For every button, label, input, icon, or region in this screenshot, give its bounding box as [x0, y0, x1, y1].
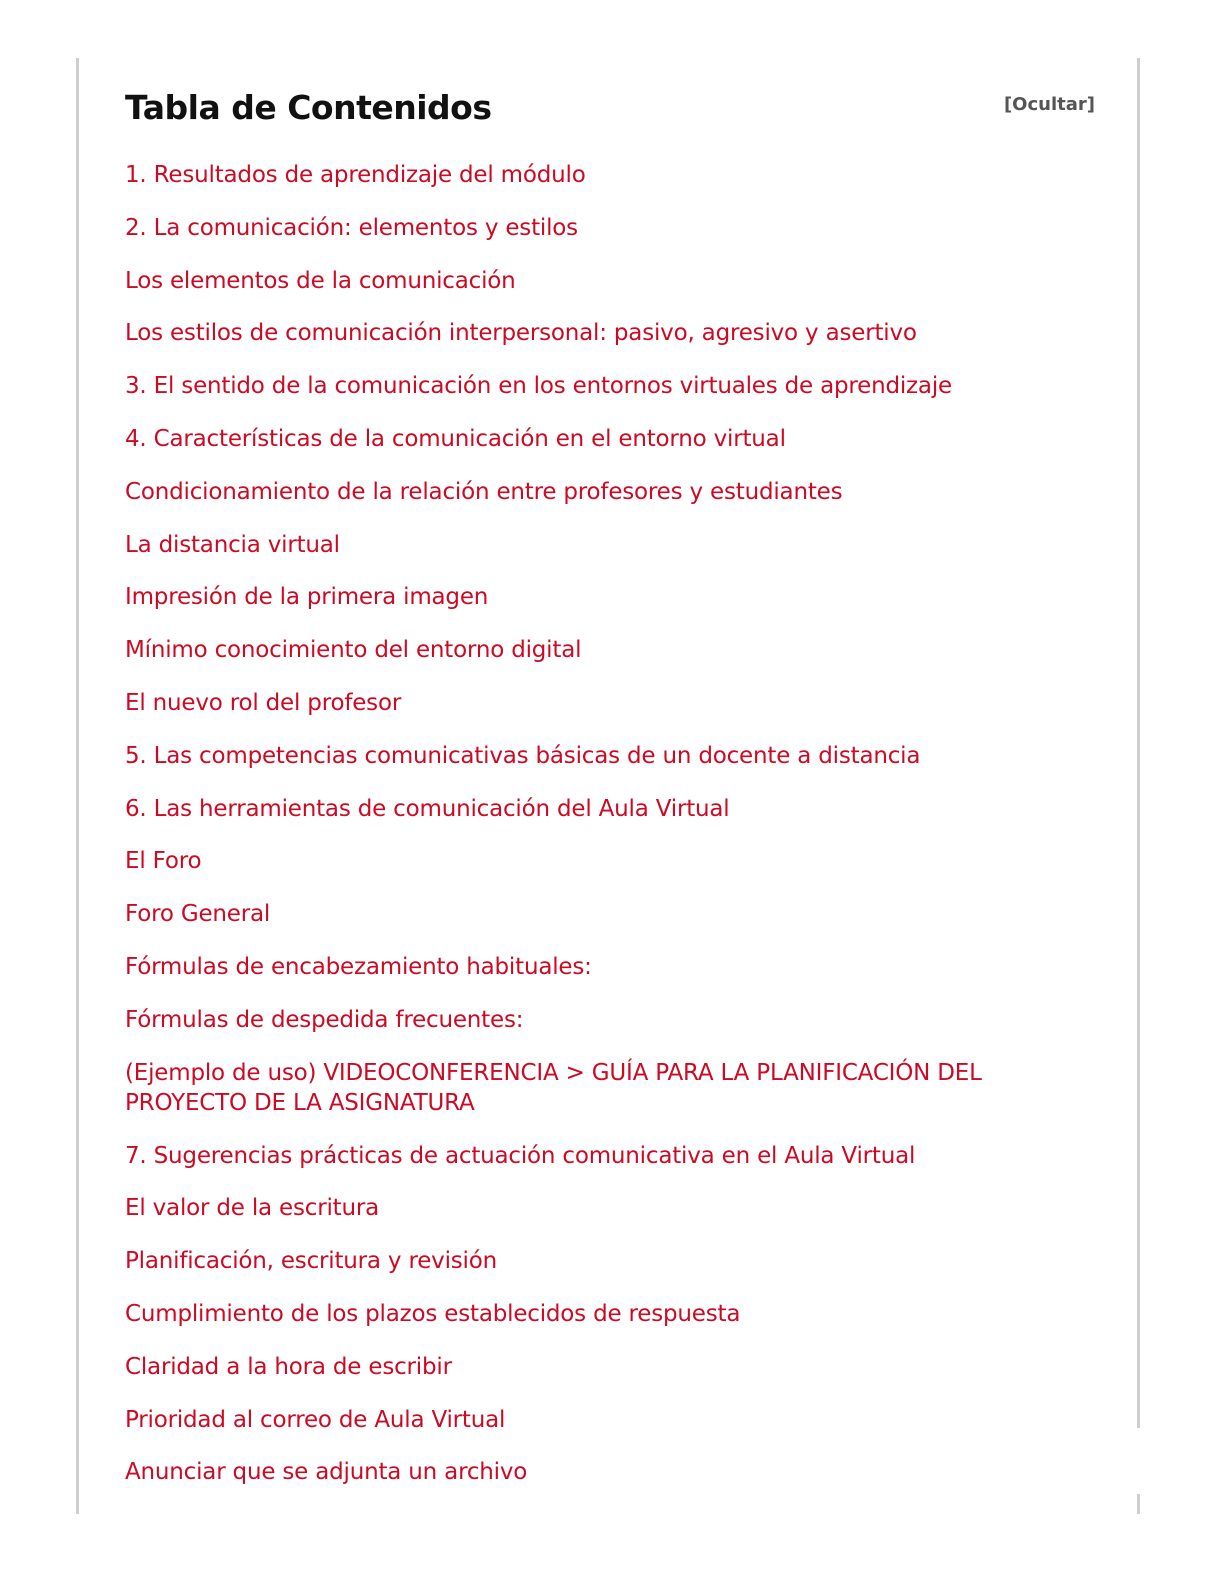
toc-item — [125, 952, 1025, 982]
toc-link-encabezamiento[interactable]: Fórmulas de encabezamiento habituales: — [125, 953, 592, 980]
toc-link-caracteristicas[interactable]: 4. Características de la comunicación en el entorno virtual — [125, 425, 786, 452]
toc-item — [125, 741, 1025, 771]
toc-list — [125, 160, 1025, 1510]
toc-item — [125, 1299, 1025, 1329]
toc-link-valor-escritura[interactable]: El valor de la escritura — [125, 1195, 379, 1222]
toc-link-despedida[interactable]: Fórmulas de despedida frecuentes: — [125, 1006, 524, 1033]
toc-link-resultados[interactable]: 1. Resultados de aprendizaje del módulo — [125, 162, 586, 188]
toc-right-border — [1137, 58, 1140, 1428]
toc-item — [125, 424, 1025, 454]
toc-link-sentido-comunicacion[interactable]: 3. El sentido de la comunicación en los entornos virtuales de aprendizaje — [125, 373, 952, 400]
toc-title: Tabla de Contenidos — [125, 88, 492, 127]
toc-item — [125, 266, 1025, 296]
toc-item — [125, 794, 1025, 824]
toc-header — [125, 88, 1095, 132]
toc-link-estilos-comunicacion[interactable]: Los estilos de comunicación interpersonal: pasivo, agresivo y asertivo — [125, 320, 917, 347]
toc-item — [125, 1058, 1005, 1118]
toc-link-primera-imagen[interactable]: Impresión de la primera imagen — [125, 584, 489, 611]
toc-item — [125, 635, 1025, 665]
toc-link-adjunta-archivo[interactable]: Anunciar que se adjunta un archivo — [125, 1459, 528, 1486]
toc-link-condicionamiento[interactable]: Condicionamiento de la relación entre profesores y estudiantes — [125, 478, 843, 505]
toc-item — [125, 1005, 1025, 1035]
toc-link-videoconferencia[interactable]: (Ejemplo de uso) VIDEOCONFERENCIA > GUÍA PARA LA PLANIFICACIÓN DEL PROYECTO DE LA ASIGNATURA — [125, 1059, 982, 1116]
toc-item — [125, 846, 1025, 876]
toc-item — [125, 1193, 1025, 1223]
toc-item — [125, 1405, 1025, 1435]
toc-link-plazos[interactable]: Cumplimiento de los plazos establecidos de respuesta — [125, 1300, 741, 1327]
toc-hide-toggle[interactable]: [Ocultar] — [1003, 94, 1095, 115]
toc-link-el-foro[interactable]: El Foro — [125, 848, 202, 875]
toc-item — [125, 899, 1025, 929]
table-of-contents — [76, 58, 1138, 1514]
toc-item — [125, 160, 1025, 190]
toc-item — [125, 530, 1025, 560]
toc-item — [125, 582, 1025, 612]
toc-item — [125, 371, 1025, 401]
toc-link-herramientas[interactable]: 6. Las herramientas de comunicación del Aula Virtual — [125, 795, 730, 822]
toc-right-border — [1137, 1494, 1140, 1514]
toc-link-claridad[interactable]: Claridad a la hora de escribir — [125, 1353, 452, 1380]
toc-link-sugerencias[interactable]: 7. Sugerencias prácticas de actuación comunicativa en el Aula Virtual — [125, 1142, 916, 1169]
toc-link-entorno-digital[interactable]: Mínimo conocimiento del entorno digital — [125, 637, 582, 664]
toc-item — [125, 318, 1025, 348]
toc-item — [125, 1141, 1025, 1171]
toc-item — [125, 477, 1025, 507]
toc-link-nuevo-rol[interactable]: El nuevo rol del profesor — [125, 689, 402, 716]
toc-link-competencias[interactable]: 5. Las competencias comunicativas básicas de un docente a distancia — [125, 742, 921, 769]
toc-item — [125, 688, 1025, 718]
toc-link-prioridad-correo[interactable]: Prioridad al correo de Aula Virtual — [125, 1406, 506, 1433]
toc-link-planificacion[interactable]: Planificación, escritura y revisión — [125, 1248, 497, 1275]
toc-link-comunicacion-elementos-estilos[interactable]: 2. La comunicación: elementos y estilos — [125, 214, 578, 241]
toc-item — [125, 1457, 1025, 1487]
toc-item — [125, 1352, 1025, 1382]
toc-item — [125, 1246, 1025, 1276]
toc-link-elementos-comunicacion[interactable]: Los elementos de la comunicación — [125, 267, 516, 294]
toc-link-foro-general[interactable]: Foro General — [125, 901, 271, 928]
toc-item — [125, 213, 1025, 243]
toc-link-distancia-virtual[interactable]: La distancia virtual — [125, 531, 340, 558]
